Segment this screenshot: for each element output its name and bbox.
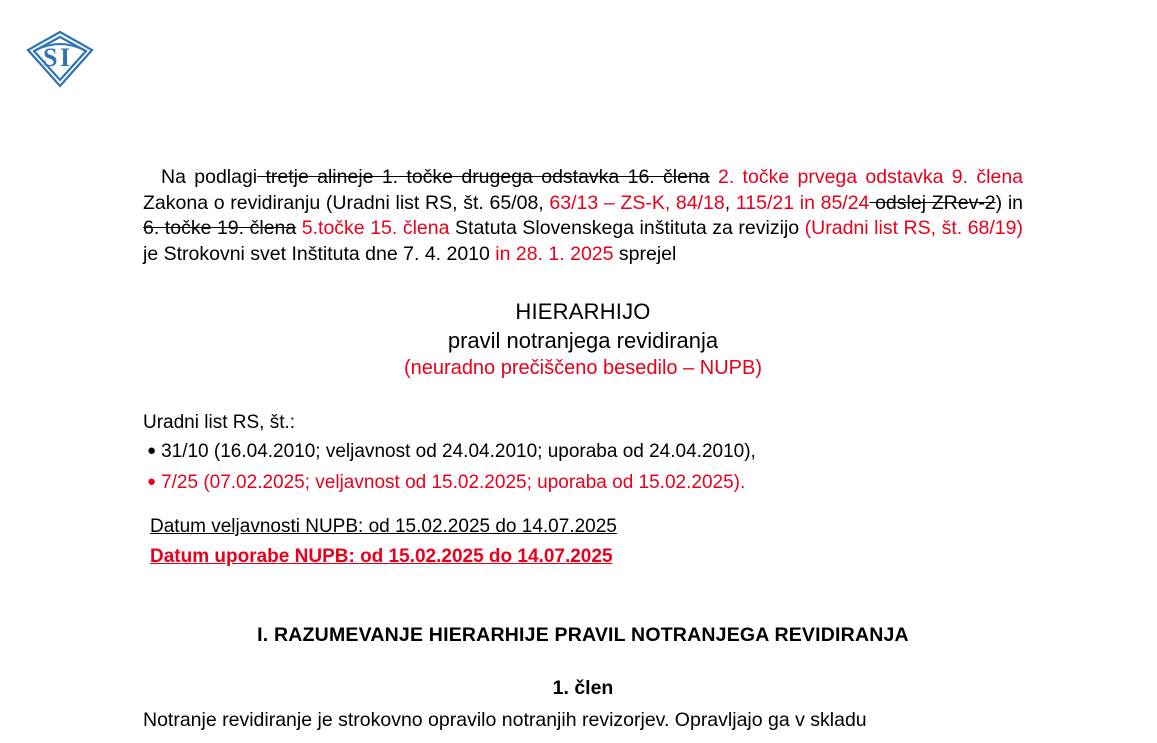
svg-text:S: S [43, 43, 58, 72]
gazette-item-text: 31/10 (16.04.2010; veljavnost od 24.04.2010; uporaba od 24.04.2010), [161, 441, 756, 462]
intro-seg-3-red: 2. točke prvega odstavka 9. člena [709, 166, 1024, 188]
svg-text:I: I [60, 43, 71, 72]
gazette-block [143, 410, 1023, 498]
intro-seg-4: Zakona o revidiranju (Uradni list RS, št. 65/08, [143, 191, 550, 214]
document-title-block [143, 297, 1023, 382]
intro-seg-5-red: 63/13 – ZS-K, 84/18 [549, 191, 725, 214]
bullet-icon: ● [147, 442, 157, 459]
si-revizija-logo-icon [22, 28, 98, 90]
intro-seg-6: , [724, 191, 736, 214]
intro-seg-16: sprejel [613, 242, 677, 265]
intro-seg-8-struck: odslej ZRev-2 [869, 191, 996, 214]
intro-seg-10-struck: 6. točke 19. člena [143, 217, 297, 239]
intro-seg-7-red: 115/21 in 85/24 [735, 191, 870, 214]
intro-seg-12: Statuta Slovenskega inštituta za revizijo [455, 217, 805, 239]
intro-seg-11-red: 5.točke 15. člena [296, 217, 456, 239]
intro-seg-13-red: (Uradni list RS, št. 68/19) [804, 217, 1023, 239]
title-line-2: pravil notranjega revidiranja [447, 328, 719, 353]
list-item [143, 467, 1023, 498]
gazette-label: Uradni list RS, št.: [143, 412, 296, 433]
document-body [143, 165, 1023, 733]
bullet-icon: ● [147, 473, 157, 490]
title-line-3-note: (neuradno prečiščeno besedilo – NUPB) [404, 357, 762, 379]
validity-date-line: Datum veljavnosti NUPB: od 15.02.2025 do 14.07.2025 [150, 516, 617, 537]
intro-paragraph [143, 165, 1023, 267]
intro-seg-2-struck: tretje alineje 1. točke drugega odstavka 16. člena [257, 166, 710, 188]
list-item [143, 436, 1023, 467]
intro-seg-1: Na podlagi [161, 166, 258, 188]
usage-date-line: Datum uporabe NUPB: od 15.02.2025 do 14.07.2025 [150, 546, 613, 567]
gazette-item-text: 7/25 (07.02.2025; veljavnost od 15.02.2025; uporaba od 15.02.2025). [161, 472, 746, 493]
intro-seg-14: je Strokovni svet Inštituta dne 7. 4. 2010 [143, 242, 496, 265]
section-heading: I. RAZUMEVANJE HIERARHIJE PRAVIL NOTRANJEGA REVIDIRANJA [257, 624, 909, 646]
article-body-text: Notranje revidiranje je strokovno opravilo notranjih revizorjev. Opravljajo ga v skladu [143, 709, 867, 731]
intro-seg-9: ) in [995, 191, 1024, 214]
validity-block [143, 512, 1023, 572]
title-line-1: HIERARHIJO [515, 299, 651, 324]
intro-seg-15-red: in 28. 1. 2025 [495, 242, 614, 265]
article-heading: 1. člen [552, 677, 614, 699]
